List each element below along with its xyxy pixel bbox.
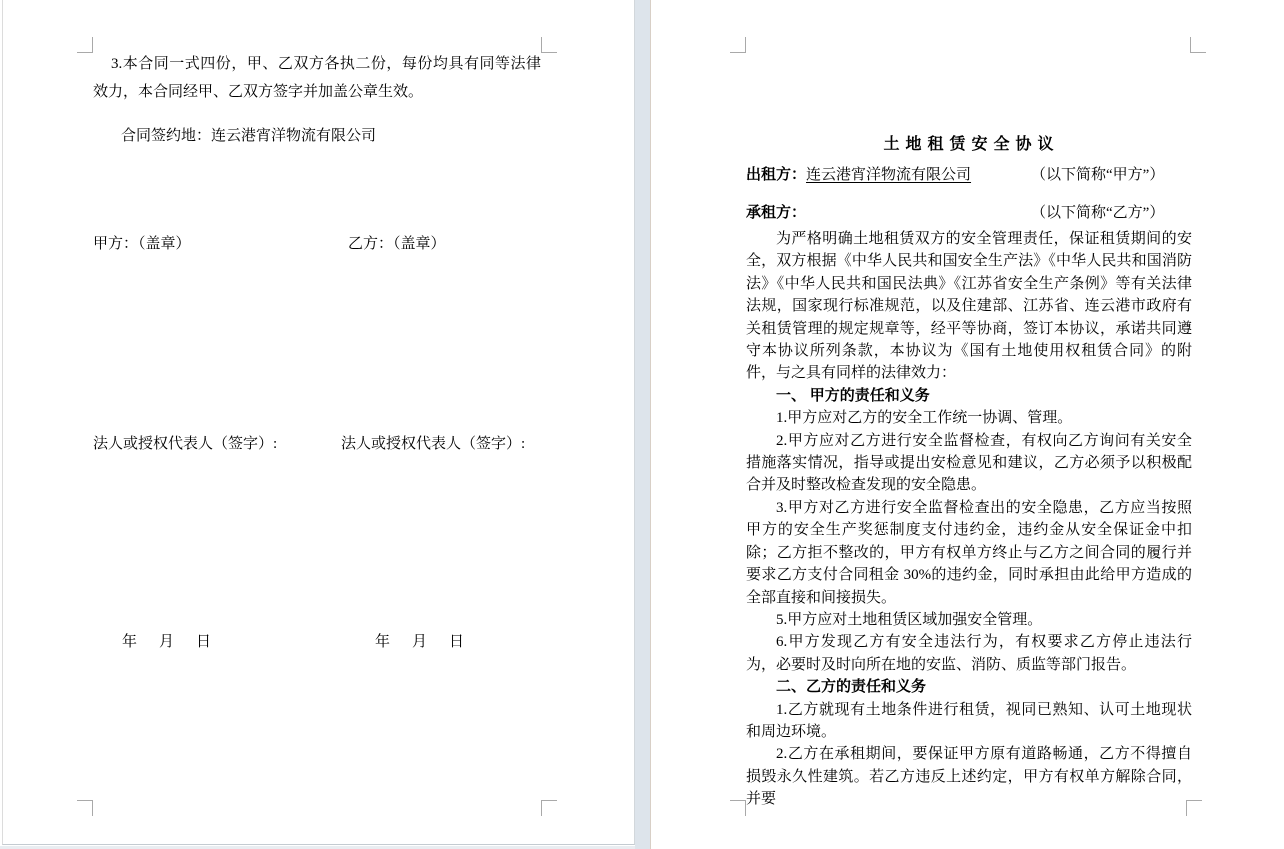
clause-paragraph[interactable]: 6.甲方发现乙方有安全违法行为，有权要求乙方停止违法行为，必要时及时向所在地的安监、消防、质监等部门报告。 [746, 634, 1192, 673]
clause-paragraph[interactable]: 1.甲方应对乙方的安全工作统一协调、管理。 [776, 410, 1073, 427]
agreement-body[interactable] [746, 228, 1192, 811]
signing-place-line[interactable]: 合同签约地：连云港宵洋物流有限公司 [121, 128, 377, 144]
section-heading-2[interactable]: 二、乙方的责任和义务 [776, 679, 927, 696]
party-b-date-line[interactable] [375, 632, 464, 652]
clause-paragraph[interactable]: 5.甲方应对土地租赁区域加强安全管理。 [776, 611, 1043, 628]
month-label: 月 [412, 634, 428, 650]
margin-corner-mark [1190, 37, 1206, 53]
margin-corner-mark [77, 800, 93, 816]
clause-paragraph[interactable]: 2.甲方应对乙方进行安全监督检查，有权向乙方询问有关安全措施落实情况，指导或提出安检意见和建议，乙方必须予以积极配合并及时整改检查发现的安全隐患。 [746, 432, 1192, 494]
lessor-name: 连云港宵洋物流有限公司 [806, 167, 972, 183]
party-b-seal-label[interactable]: 乙方：（盖章） [348, 236, 446, 252]
intro-paragraph[interactable]: 为严格明确土地租赁双方的安全管理责任，保证租赁期间的安全，双方根据《中华人民共和国安全生产法》《中华人民共和国消防法》《中华人民共和国民法典》《江苏省安全生产条例》等有关法律法规，国家现行标准规范，以及住建部、江苏省、连云港市政府有关租赁管理的规定规章等，经平等协商，签订本协议，承诺共同遵守本协议所列条款，本协议为《国有土地使用权租赁合同》的附件，与之具有同样的法律效力： [746, 231, 1192, 382]
lessor-line[interactable] [746, 164, 1216, 186]
final-clause-paragraph[interactable]: 3.本合同一式四份，甲、乙双方各执二份，每份均具有同等法律效力，本合同经甲、乙双方签字并加盖公章生效。 [93, 56, 541, 100]
lessee-alias: （以下简称“乙方”） [1031, 205, 1165, 221]
margin-corner-mark [730, 800, 746, 816]
clause-paragraph[interactable]: 3.甲方对乙方进行安全监督检查出的安全隐患，乙方应当按照甲方的安全生产奖惩制度支付违约金，违约金从安全保证金中扣除；乙方拒不整改的，甲方有权单方终止与乙方之间合同的履行并要求乙方支付合同租金 30%的违约金，同时承担由此给甲方造成的全部直接和间接损失。 [746, 499, 1192, 606]
clause-paragraph[interactable]: 1.乙方就现有土地条件进行租赁，视同已熟知、认可土地现状和周边环境。 [746, 701, 1192, 740]
party-b-representative-sign-label[interactable]: 法人或授权代表人（签字）: [341, 436, 526, 452]
lessor-alias: （以下简称“甲方”） [1031, 167, 1165, 183]
seal-signature-row [3, 234, 636, 254]
clause-paragraph[interactable]: 2.乙方在承租期间，要保证甲方原有道路畅通，乙方不得擅自损毁永久性建筑。若乙方违反上述约定，甲方有权单方解除合同，并要 [746, 746, 1192, 808]
party-a-date-line[interactable] [122, 632, 211, 652]
year-label: 年 [122, 634, 138, 650]
year-label: 年 [375, 634, 391, 650]
margin-corner-mark [77, 37, 93, 53]
page-gap [635, 0, 651, 849]
day-label: 日 [449, 634, 465, 650]
lessee-label: 承租方： [746, 205, 807, 221]
margin-corner-mark [541, 37, 557, 53]
representative-signature-row [3, 434, 636, 454]
page-left[interactable] [2, 0, 635, 845]
month-label: 月 [159, 634, 175, 650]
section-heading-1[interactable]: 一、 甲方的责任和义务 [776, 387, 930, 404]
party-a-representative-sign-label[interactable]: 法人或授权代表人（签字）: [93, 436, 278, 452]
margin-corner-mark [541, 800, 557, 816]
day-label: 日 [196, 634, 212, 650]
margin-corner-mark [730, 37, 746, 53]
lessor-label: 出租方： [746, 167, 807, 183]
lessee-line[interactable] [746, 202, 1216, 224]
party-a-seal-label[interactable]: 甲方：（盖章） [93, 236, 191, 252]
agreement-title[interactable]: 土 地 租 赁 安 全 协 议 [883, 136, 1055, 153]
page-right[interactable] [652, 0, 1284, 849]
